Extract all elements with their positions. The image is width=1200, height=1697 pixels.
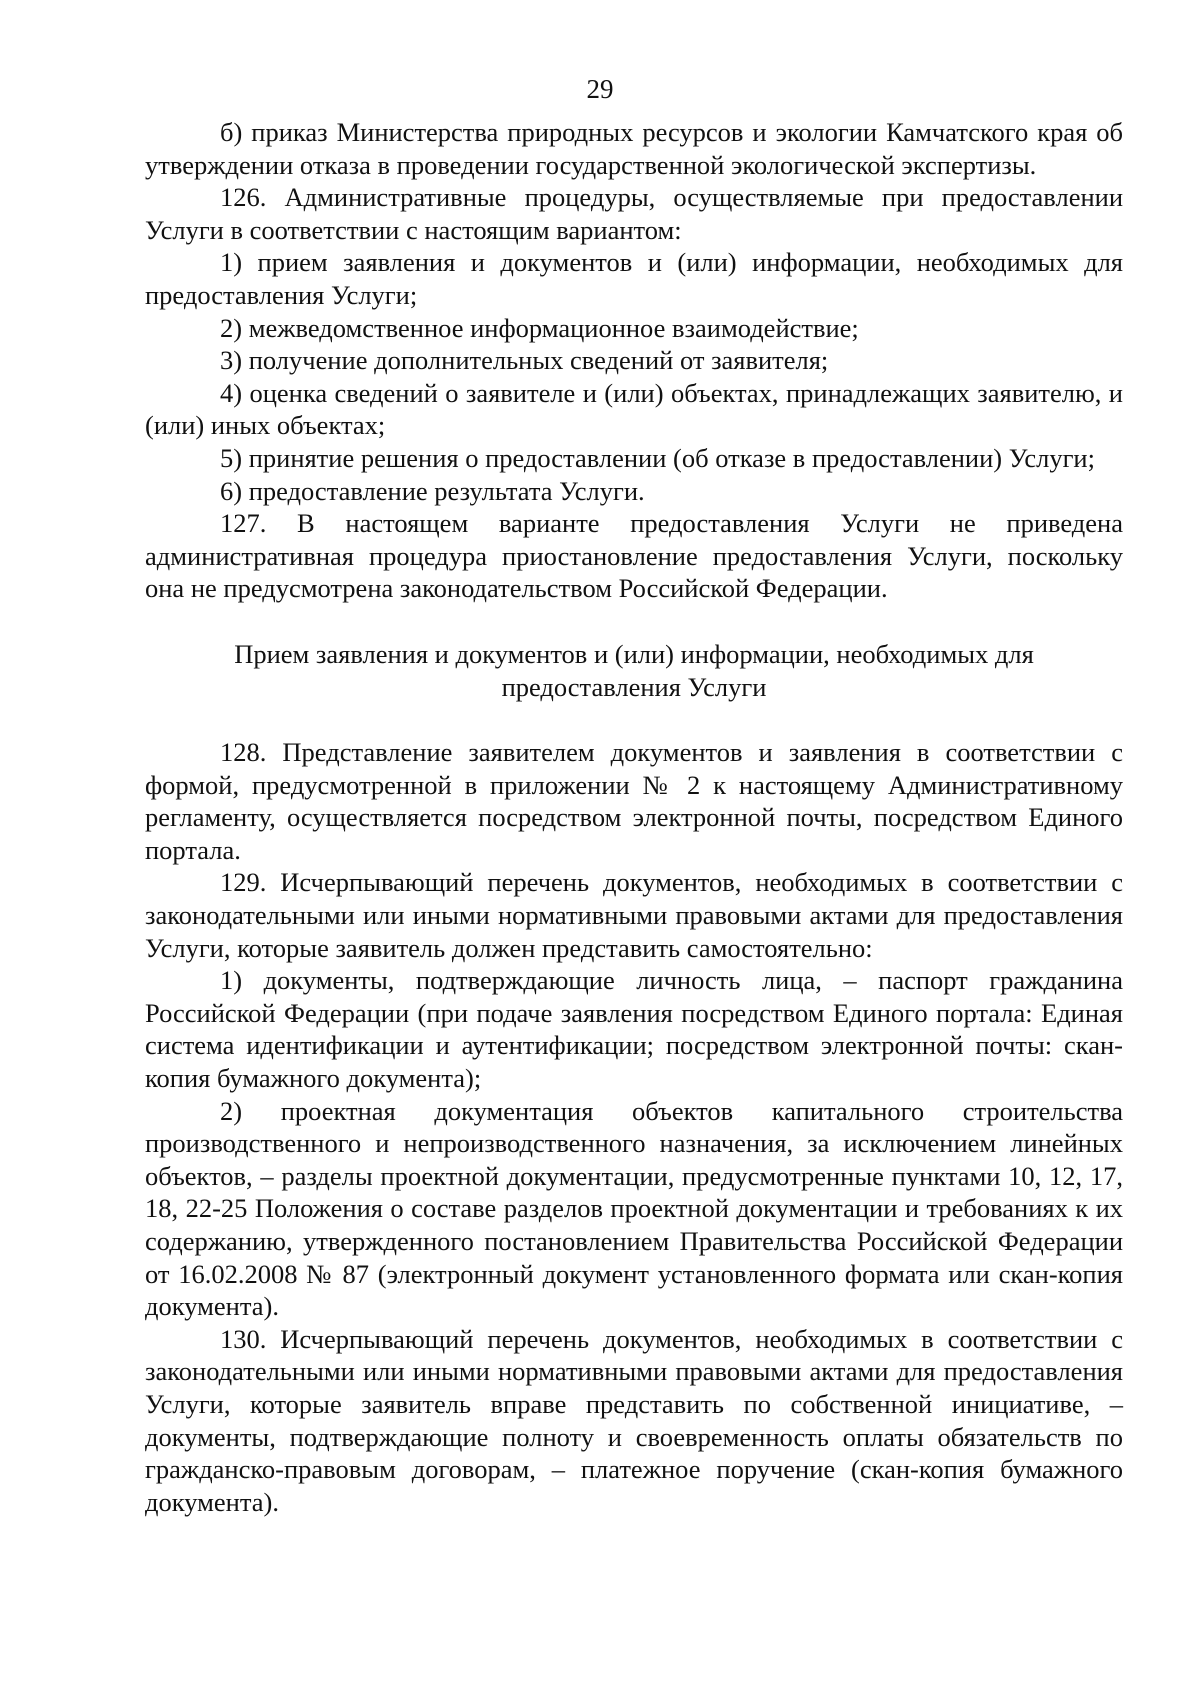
section-heading: Прием заявления и документов и (или) информации, необходимых для предоставления Услуги [234, 638, 1034, 702]
paragraph-130: 130. Исчерпывающий перечень документов, необходимых в соответствии с законодательными или иными нормативными правовыми актами для предоставления Услуги, которые заявитель вправе представить по собственной инициативе, – документы, подтверждающие полноту и своевременность оплаты обязательств по гражданско-правовым договорам, – платежное поручение (скан-копия бумажного документа). [145, 1323, 1123, 1517]
list-item-4: 4) оценка сведений о заявителе и (или) объектах, принадлежащих заявителю, и (или) иных объектах; [145, 377, 1123, 441]
list-item-5: 5) принятие решения о предоставлении (об отказе в предоставлении) Услуги; [220, 442, 1095, 473]
document-body [145, 116, 1123, 1518]
list-item-3: 3) получение дополнительных сведений от заявителя; [220, 345, 829, 376]
paragraph-127: 127. В настоящем варианте предоставления Услуги не приведена административная процедура приостановление предоставления Услуги, поскольку она не предусмотрена законодательством Российской Федерации. [145, 508, 1123, 604]
paragraph-order-b: б) приказ Министерства природных ресурсов и экологии Камчатского края об утверждении отказа в проведении государственной экологической экспертизы. [145, 117, 1123, 180]
list-item-129-1: 1) документы, подтверждающие личность лица, – паспорт гражданина Российской Федерации (при подаче заявления посредством Единого портала: Единая система идентификации и аутентификации; посредством электронной почты: скан-копия бумажного документа); [145, 965, 1123, 1094]
paragraph-126: 126. Административные процедуры, осуществляемые при предоставлении Услуги в соответствии с настоящим вариантом: [145, 182, 1123, 245]
list-item-6: 6) предоставление результата Услуги. [220, 475, 645, 506]
paragraph-129: 129. Исчерпывающий перечень документов, необходимых в соответствии с законодательными или иными нормативными правовыми актами для предоставления Услуги, которые заявитель должен представить самостоятельно: [145, 867, 1123, 963]
page-number: 29 [586, 74, 614, 104]
list-item-129-2: 2) проектная документация объектов капитального строительства производственного и непроизводственного назначения, за исключением линейных объектов, – разделы проектной документации, предусмотренные пунктами 10, 12, 17, 18, 22-25 Положения о составе разделов проектной документации и требованиях к их содержанию, утвержденного постановлением Правительства Российской Федерации от 16.02.2008 № 87 (электронный документ установленного формата или скан-копия документа). [145, 1095, 1123, 1322]
list-item-1: 1) прием заявления и документов и (или) информации, необходимых для предоставления Услуги; [145, 247, 1123, 310]
list-item-2: 2) межведомственное информационное взаимодействие; [220, 312, 859, 343]
paragraph-128: 128. Представление заявителем документов и заявления в соответствии с формой, предусмотренной в приложении № 2 к настоящему Административному регламенту, осуществляется посредством электронной почты, посредством Единого портала. [145, 737, 1123, 865]
